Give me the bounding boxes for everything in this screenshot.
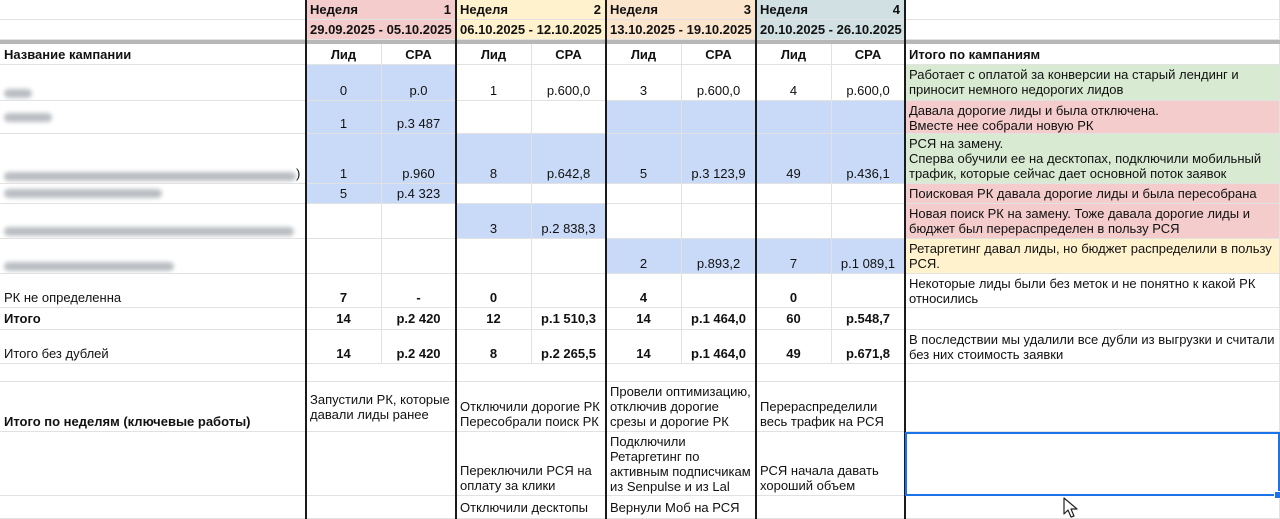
total-w3-lead[interactable]: 14: [606, 308, 682, 330]
nodup-w1-lead[interactable]: 14: [306, 330, 382, 364]
undef-w2-lead[interactable]: 0: [456, 274, 532, 308]
total-comment[interactable]: [905, 308, 1280, 330]
campaign-header[interactable]: Название кампании: [0, 44, 306, 65]
c4-w2-cpa[interactable]: [532, 184, 606, 204]
c4-w2-lead[interactable]: [456, 184, 532, 204]
c6-w1-lead[interactable]: [306, 239, 382, 274]
c5-comment[interactable]: Новая поиск РК на замену. Тоже давала дорогие лиды и бюджет был перераспределен в пользу РСЯ: [905, 204, 1280, 239]
c4-w4-cpa[interactable]: [832, 184, 905, 204]
c1-w1-lead[interactable]: 0: [306, 65, 382, 101]
nodup-comment[interactable]: В последствии мы удалили все дубли из выгрузки и считали без них стоимость заявки: [905, 330, 1280, 364]
c2-w4-lead[interactable]: [756, 101, 832, 134]
week-2-label-cell[interactable]: [456, 0, 606, 20]
total-w1-lead[interactable]: 14: [306, 308, 382, 330]
c6-w2-lead[interactable]: [456, 239, 532, 274]
redacted-name: [4, 89, 32, 98]
c4-w3-lead[interactable]: [606, 184, 682, 204]
selected-cell[interactable]: [905, 432, 1280, 496]
c2-w3-lead[interactable]: [606, 101, 682, 134]
weekly-r1-summary[interactable]: [905, 382, 1280, 432]
week-1-left-border: [305, 0, 307, 519]
c1-w3-lead[interactable]: 3: [606, 65, 682, 101]
c1-w1-cpa[interactable]: р.0: [382, 65, 456, 101]
c3-w3-lead[interactable]: 5: [606, 134, 682, 184]
undefined-row-label[interactable]: РК не определенна: [0, 274, 306, 308]
weekly-r3-label[interactable]: [0, 496, 306, 519]
c3-w4-cpa[interactable]: р.436,1: [832, 134, 905, 184]
weekly-r3-w2[interactable]: Отключили десктопы: [456, 496, 606, 519]
week-2-left-border: [455, 0, 457, 519]
weekly-r1-w1[interactable]: Запустили РК, которые давали лиды ранее: [306, 382, 456, 432]
summary-header[interactable]: Итого по кампаниям: [905, 44, 1280, 65]
c5-w2-lead[interactable]: 3: [456, 204, 532, 239]
undef-w4-cpa[interactable]: [832, 274, 905, 308]
weekly-r2-w4[interactable]: РСЯ начала давать хороший объем: [756, 432, 905, 496]
total-nodup-label[interactable]: Итого без дублей: [0, 330, 306, 364]
c1-comment[interactable]: Работает с оплатой за конверсии на старый лендинг и приносит немного недорогих лидов: [905, 65, 1280, 101]
campaign-name-4[interactable]: [0, 184, 306, 204]
undef-comment[interactable]: Некоторые лиды были без меток и не понятно к какой РК относились: [905, 274, 1280, 308]
c1-w2-cpa[interactable]: р.600,0: [532, 65, 606, 101]
w1-cpa-header[interactable]: CPA: [382, 44, 456, 65]
week-4-dates[interactable]: 20.10.2025 - 26.10.2025: [756, 20, 905, 40]
redacted-name: [4, 113, 52, 122]
weekly-r1-w2[interactable]: Отключили дорогие РК Пересобрали поиск РК: [456, 382, 606, 432]
c4-w1-lead[interactable]: 5: [306, 184, 382, 204]
c4-w1-cpa[interactable]: р.4 323: [382, 184, 456, 204]
c5-w3-lead[interactable]: [606, 204, 682, 239]
weekly-r3-w1[interactable]: [306, 496, 456, 519]
weekly-r2-w3[interactable]: Подключили Ретаргетинг по активным подписчикам из Senpulse и из Lal: [606, 432, 756, 496]
nodup-w4-cpa[interactable]: р.671,8: [832, 330, 905, 364]
corner-empty[interactable]: [0, 0, 306, 20]
summary-top-empty-2[interactable]: [905, 20, 1280, 40]
nodup-w1-cpa[interactable]: р.2 420: [382, 330, 456, 364]
total-w2-lead[interactable]: 12: [456, 308, 532, 330]
c2-w4-cpa[interactable]: [832, 101, 905, 134]
week-2-label: Неделя: [460, 2, 508, 17]
c3-w4-lead[interactable]: 49: [756, 134, 832, 184]
c2-w3-cpa[interactable]: [682, 101, 756, 134]
c3-w1-lead[interactable]: 1: [306, 134, 382, 184]
week-3-dates[interactable]: 13.10.2025 - 19.10.2025: [606, 20, 756, 40]
c5-w2-cpa[interactable]: р.2 838,3: [532, 204, 606, 239]
undef-w2-cpa[interactable]: [532, 274, 606, 308]
week-1-label-cell[interactable]: [306, 0, 456, 20]
week-1-number: 1: [443, 2, 451, 17]
c2-w1-cpa[interactable]: р.3 487: [382, 101, 456, 134]
w3-lead-header[interactable]: Лид: [606, 44, 682, 65]
weekly-r3-w4[interactable]: [756, 496, 905, 519]
c2-w1-lead[interactable]: 1: [306, 101, 382, 134]
c3-w1-cpa[interactable]: р.960: [382, 134, 456, 184]
nodup-w2-lead[interactable]: 8: [456, 330, 532, 364]
redacted-name: [4, 262, 174, 271]
c3-comment[interactable]: РСЯ на замену. Сперва обучили ее на десктопах, подключили мобильный трафик, которые сейчас дает основной поток заявок: [905, 134, 1280, 184]
undef-w3-lead[interactable]: 4: [606, 274, 682, 308]
redacted-name: [4, 172, 296, 181]
week-1-dates[interactable]: 29.09.2025 - 05.10.2025: [306, 20, 456, 40]
nodup-w4-lead[interactable]: 49: [756, 330, 832, 364]
c4-w4-lead[interactable]: [756, 184, 832, 204]
week-3-number: 3: [743, 2, 751, 17]
total-w4-lead[interactable]: 60: [756, 308, 832, 330]
c4-w3-cpa[interactable]: [682, 184, 756, 204]
c5-w4-lead[interactable]: [756, 204, 832, 239]
c5-w3-cpa[interactable]: [682, 204, 756, 239]
c6-comment[interactable]: Ретаргетинг давал лиды, но бюджет распределили в пользу РСЯ.: [905, 239, 1280, 274]
c6-w4-lead[interactable]: 7: [756, 239, 832, 274]
week-4-number: 4: [892, 2, 900, 17]
weekly-r2-label[interactable]: [0, 432, 306, 496]
summary-top-empty[interactable]: [905, 0, 1280, 20]
w3-cpa-header[interactable]: CPA: [682, 44, 756, 65]
w4-cpa-header[interactable]: CPA: [832, 44, 905, 65]
c4-comment[interactable]: Поисковая РК давала дорогие лиды и была пересобрана: [905, 184, 1280, 204]
undef-w1-lead[interactable]: 7: [306, 274, 382, 308]
c2-w2-lead[interactable]: [456, 101, 532, 134]
week-3-label: Неделя: [610, 2, 658, 17]
weekly-r3-summary[interactable]: [905, 496, 1280, 519]
undef-w3-cpa[interactable]: [682, 274, 756, 308]
weekly-r2-w2[interactable]: Переключили РСЯ на оплату за клики: [456, 432, 606, 496]
c6-w4-cpa[interactable]: р.1 089,1: [832, 239, 905, 274]
total-w1-cpa[interactable]: р.2 420: [382, 308, 456, 330]
c3-w3-cpa[interactable]: р.3 123,9: [682, 134, 756, 184]
c6-w3-cpa[interactable]: р.893,2: [682, 239, 756, 274]
week-2-dates[interactable]: 06.10.2025 - 12.10.2025: [456, 20, 606, 40]
weekly-r3-w3[interactable]: Вернули Моб на РСЯ: [606, 496, 756, 519]
undef-w1-cpa[interactable]: -: [382, 274, 456, 308]
w2-cpa-header[interactable]: CPA: [532, 44, 606, 65]
mouse-cursor-icon: [1063, 497, 1079, 519]
w4-lead-header[interactable]: Лид: [756, 44, 832, 65]
c1-w2-lead[interactable]: 1: [456, 65, 532, 101]
weekly-r1-w3[interactable]: Провели оптимизацию, отключив дорогие срезы и дорогие РК: [606, 382, 756, 432]
c5-w1-cpa[interactable]: [382, 204, 456, 239]
week-4-label-cell[interactable]: [756, 0, 905, 20]
nodup-w3-lead[interactable]: 14: [606, 330, 682, 364]
week-4-label: Неделя: [760, 2, 808, 17]
week-1-label: Неделя: [310, 2, 358, 17]
c2-comment[interactable]: Давала дорогие лиды и была отключена. Вместе нее собрали новую РК: [905, 101, 1280, 134]
w2-lead-header[interactable]: Лид: [456, 44, 532, 65]
campaign-name-5[interactable]: [0, 204, 306, 239]
total-w4-cpa[interactable]: р.548,7: [832, 308, 905, 330]
corner-empty-2[interactable]: [0, 20, 306, 40]
campaign-name-2[interactable]: [0, 101, 306, 134]
c5-w4-cpa[interactable]: [832, 204, 905, 239]
campaign-name-3-suffix: ): [296, 166, 301, 181]
nodup-w2-cpa[interactable]: р.2 265,5: [532, 330, 606, 364]
c1-w4-cpa[interactable]: р.600,0: [832, 65, 905, 101]
weekly-r1-w4[interactable]: Перераспределили весь трафик на РСЯ: [756, 382, 905, 432]
c1-w4-lead[interactable]: 4: [756, 65, 832, 101]
campaign-name-3[interactable]: [0, 134, 306, 184]
c5-w1-lead[interactable]: [306, 204, 382, 239]
c2-w2-cpa[interactable]: [532, 101, 606, 134]
total-w2-cpa[interactable]: р.1 510,3: [532, 308, 606, 330]
total-w3-cpa[interactable]: р.1 464,0: [682, 308, 756, 330]
redacted-name: [4, 227, 294, 236]
undef-w4-lead[interactable]: 0: [756, 274, 832, 308]
redacted-name: [4, 189, 162, 198]
week-3-left-border: [605, 0, 607, 519]
campaign-name-6[interactable]: [0, 239, 306, 274]
c6-w3-lead[interactable]: 2: [606, 239, 682, 274]
c3-w2-lead[interactable]: 8: [456, 134, 532, 184]
c6-w2-cpa[interactable]: [532, 239, 606, 274]
c3-w2-cpa[interactable]: р.642,8: [532, 134, 606, 184]
fill-handle[interactable]: [1274, 491, 1280, 499]
total-row-label[interactable]: Итого: [0, 308, 306, 330]
nodup-w3-cpa[interactable]: р.1 464,0: [682, 330, 756, 364]
weekly-label[interactable]: Итого по неделям (ключевые работы): [0, 382, 306, 432]
w1-lead-header[interactable]: Лид: [306, 44, 382, 65]
week-4-left-border: [755, 0, 757, 519]
week-3-label-cell[interactable]: [606, 0, 756, 20]
c1-w3-cpa[interactable]: р.600,0: [682, 65, 756, 101]
week-2-number: 2: [593, 2, 601, 17]
campaign-name-1[interactable]: [0, 65, 306, 101]
spacer-row[interactable]: [0, 364, 1280, 382]
weekly-r2-w1[interactable]: [306, 432, 456, 496]
c6-w1-cpa[interactable]: [382, 239, 456, 274]
